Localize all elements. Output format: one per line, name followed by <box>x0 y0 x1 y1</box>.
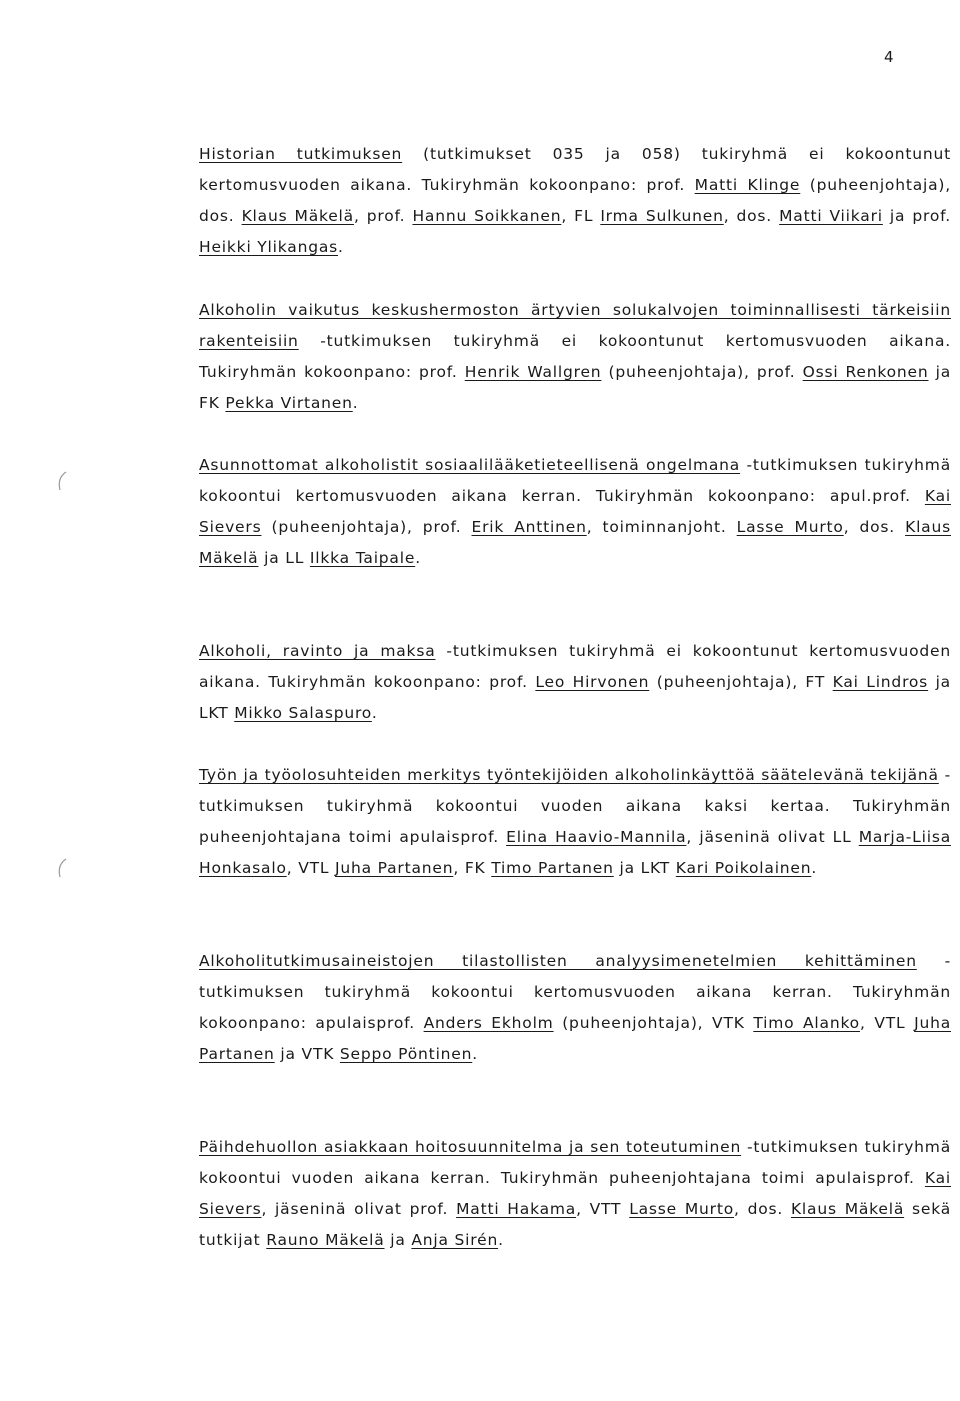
body-text: -tutkimuksen tukiryhmä ei kokoontunut kertomusvuoden aikana. Tukiryhmän kokoonpano: prof. <box>199 642 952 691</box>
underlined-text: Erik Anttinen <box>471 518 587 536</box>
underlined-text: Henrik Wallgren <box>464 363 602 381</box>
paragraph-alkoholin-vaikutus <box>199 295 951 419</box>
body-text: . <box>371 704 378 722</box>
underlined-text: Mikko Salaspuro <box>234 704 372 722</box>
body-text: , FL <box>561 207 601 225</box>
body-text: . <box>352 394 359 412</box>
body-text: . <box>811 859 818 877</box>
body-text: ja LKT <box>613 859 676 877</box>
body-text: ja LKT <box>199 673 951 722</box>
body-text: , VTT <box>576 1200 630 1218</box>
body-text: , dos. <box>843 518 906 536</box>
underlined-text: Kai Sievers <box>199 487 951 536</box>
body-text: ja FK <box>199 363 952 412</box>
body-text: , VTL <box>859 1014 915 1032</box>
body-text: (puheenjohtaja), dos. <box>199 176 951 225</box>
underlined-text: Klaus Mäkelä <box>241 207 354 225</box>
underlined-text: Matti Klinge <box>694 176 801 194</box>
underlined-text: Hannu Soikkanen <box>412 207 562 225</box>
body-text: ja VTK <box>274 1045 340 1063</box>
paragraph-paihdehuollon-asiakkaan <box>199 1132 951 1256</box>
body-text: -tutkimuksen tukiryhmä kokoontui vuoden aikana kerran. Tukiryhmän puheenjohtajana toimi apulaisprof. <box>199 1138 951 1187</box>
paragraph-historian-tutkimuksen <box>199 139 951 263</box>
body-text: , prof. <box>353 207 413 225</box>
body-text: , toiminnanjoht. <box>586 518 737 536</box>
underlined-text: Työn ja työolosuhteiden merkitys työntekijöiden alkoholinkäyttöä säätelevänä tekijänä <box>199 766 939 784</box>
body-text: (puheenjohtaja), prof. <box>601 363 803 381</box>
body-text: . <box>498 1231 504 1249</box>
underlined-text: Päihdehuollon asiakkaan hoitosuunnitelma ja sen toteutuminen <box>199 1138 742 1156</box>
underlined-text: Timo Partanen <box>491 859 614 877</box>
underlined-text: Lasse Murto <box>629 1200 734 1218</box>
underlined-text: Ilkka Taipale <box>309 549 416 567</box>
underlined-text: Matti Hakama <box>456 1200 577 1218</box>
underlined-text: Lasse Murto <box>736 518 844 536</box>
body-text: ja LL <box>258 549 310 567</box>
body-text: , VTL <box>286 859 336 877</box>
underlined-text: Klaus Mäkelä <box>199 518 951 567</box>
underlined-text: Juha Partanen <box>335 859 454 877</box>
body-text: (tutkimukset 035 ja 058) tukiryhmä ei kokoontunut kertomusvuoden aikana. Tukiryhmän kokoonpano: prof. <box>199 145 951 194</box>
underlined-text: Seppo Pöntinen <box>339 1045 473 1063</box>
body-text: . <box>338 238 344 256</box>
underlined-text: Asunnottomat alkoholistit sosiaalilääketieteellisenä ongelmana <box>199 456 741 474</box>
body-text: . <box>472 1045 478 1063</box>
body-text: , dos. <box>723 207 780 225</box>
underlined-text: Heikki Ylikangas <box>199 238 339 256</box>
body-text: -tutkimuksen tukiryhmä kokoontui vuoden aikana kaksi kertaa. Tukiryhmän puheenjohtajana toimi apulaisprof. <box>199 766 951 846</box>
underlined-text: Leo Hirvonen <box>535 673 650 691</box>
underlined-text: Marja-Liisa Honkasalo <box>199 828 951 877</box>
body-text: , FK <box>453 859 492 877</box>
body-text: . <box>415 549 421 567</box>
paragraph-tyon-ja-tyoolosuhteiden <box>199 760 951 884</box>
body-text: (puheenjohtaja), FT <box>649 673 833 691</box>
body-text: (puheenjohtaja), prof. <box>261 518 472 536</box>
underlined-text: Alkoholi, ravinto ja maksa <box>199 642 436 660</box>
underlined-text: Anja Sirén <box>411 1231 499 1249</box>
body-text: -tutkimuksen tukiryhmä kokoontui kertomusvuoden aikana kerran. Tukiryhmän kokoonpano: apul.prof. <box>199 456 952 505</box>
underlined-text: Pekka Virtanen <box>225 394 353 412</box>
underlined-text: Timo Alanko <box>753 1014 860 1032</box>
underlined-text: Anders Ekholm <box>423 1014 554 1032</box>
underlined-text: Kai Sievers <box>199 1169 951 1218</box>
punch-hole-mark <box>54 470 70 492</box>
body-text: ja prof. <box>882 207 951 225</box>
body-text: , jäseninä olivat LL <box>686 828 859 846</box>
underlined-text: Alkoholin vaikutus keskushermoston ärtyvien solukalvojen toiminnallisesti tärkeisiin rakenteisiin <box>199 301 951 350</box>
punch-hole-mark <box>54 857 70 879</box>
paragraph-asunnottomat <box>199 450 951 574</box>
body-text: , jäseninä olivat prof. <box>261 1200 457 1218</box>
underlined-text: Irma Sulkunen <box>600 207 724 225</box>
underlined-text: Kai Lindros <box>832 673 929 691</box>
body-text: -tutkimuksen tukiryhmä kokoontui kertomusvuoden aikana kerran. Tukiryhmän kokoonpano: apulaisprof. <box>199 952 951 1032</box>
underlined-text: Ossi Renkonen <box>802 363 929 381</box>
underlined-text: Rauno Mäkelä <box>266 1231 385 1249</box>
page-number: 4 <box>884 48 895 66</box>
body-text: -tutkimuksen tukiryhmä ei kokoontunut kertomusvuoden aikana. Tukiryhmän kokoonpano: prof. <box>199 332 951 381</box>
paragraph-alkoholi-ravinto <box>199 636 951 729</box>
body-text: (puheenjohtaja), VTK <box>553 1014 754 1032</box>
underlined-text: Matti Viikari <box>779 207 883 225</box>
underlined-text: Alkoholitutkimusaineistojen tilastollisten analyysimenetelmien kehittäminen <box>199 952 917 970</box>
underlined-text: Kari Poikolainen <box>675 859 812 877</box>
underlined-text: Juha Partanen <box>199 1014 951 1063</box>
underlined-text: Klaus Mäkelä <box>790 1200 905 1218</box>
underlined-text: Historian tutkimuksen <box>199 145 403 163</box>
body-text: , dos. <box>734 1200 791 1218</box>
paragraph-alkoholitutkimusaineistojen <box>199 946 951 1070</box>
body-text: ja <box>384 1231 412 1249</box>
underlined-text: Elina Haavio-Mannila <box>506 828 687 846</box>
body-text: sekä tutkijat <box>199 1200 952 1249</box>
